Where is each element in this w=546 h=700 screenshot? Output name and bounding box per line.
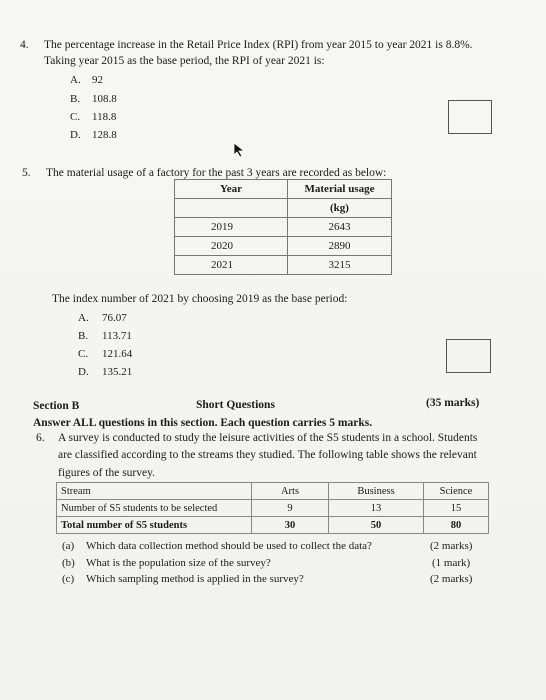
- table-header-row: [175, 180, 392, 199]
- section-b-subtitle: Short Questions: [196, 399, 275, 411]
- q6-part-c-text: Which sampling method is applied in the survey?: [86, 573, 304, 585]
- table-row: [57, 517, 489, 534]
- header-business: Business: [329, 483, 424, 500]
- q6-part-a-text: Which data collection method should be used to collect the data?: [86, 540, 372, 552]
- q6-line3: figures of the survey.: [58, 467, 155, 479]
- section-b-marks: (35 marks): [426, 397, 480, 409]
- row-label: Total number of S5 students: [57, 517, 252, 534]
- q4-number: 4.: [20, 39, 29, 51]
- arts-cell: 9: [252, 500, 329, 517]
- table-row: [175, 218, 392, 237]
- q5-option-d-letter: D.: [78, 366, 89, 378]
- science-cell: 80: [424, 517, 489, 534]
- q6-line1: A survey is conducted to study the leisure activities of the S5 students in a school. Students: [58, 432, 478, 444]
- q5-line1: The material usage of a factory for the past 3 years are recorded as below:: [46, 167, 387, 179]
- q4-option-c-text: 118.8: [92, 111, 117, 123]
- q5-line2: The index number of 2021 by choosing 2019 as the base period:: [52, 293, 348, 305]
- q4-option-b-letter: B.: [70, 93, 81, 105]
- business-cell: 50: [329, 517, 424, 534]
- header-science: Science: [424, 483, 489, 500]
- q5-option-a-letter: A.: [78, 312, 89, 324]
- table-header-row-2: [175, 199, 392, 218]
- q5-option-c-text: 121.64: [102, 348, 133, 360]
- header-stream: Stream: [57, 483, 252, 500]
- section-b-instruction: Answer ALL questions in this section. Each question carries 5 marks.: [33, 417, 373, 429]
- section-b-title: Section B: [33, 400, 80, 412]
- col-header-year: Year: [175, 180, 288, 199]
- q5-option-b-letter: B.: [78, 330, 89, 342]
- q6-part-b-label: (b): [62, 557, 75, 569]
- q5-number: 5.: [22, 167, 31, 179]
- usage-cell: 2890: [288, 237, 392, 256]
- row-label: Number of S5 students to be selected: [57, 500, 252, 517]
- usage-cell: 3215: [288, 256, 392, 275]
- q5-answer-box[interactable]: [446, 339, 491, 373]
- q4-option-b-text: 108.8: [92, 93, 117, 105]
- q6-part-b-marks: (1 mark): [432, 557, 471, 569]
- q6-part-a-label: (a): [62, 540, 75, 552]
- q4-option-a-text: 92: [92, 74, 103, 86]
- blank-cell: [175, 199, 288, 218]
- table-header-row: [57, 483, 489, 500]
- q4-line2: Taking year 2015 as the base period, the RPI of year 2021 is:: [44, 55, 325, 67]
- q6-part-c-marks: (2 marks): [430, 573, 473, 585]
- q4-option-d-text: 128.8: [92, 129, 117, 141]
- table-row: [175, 237, 392, 256]
- arts-cell: 30: [252, 517, 329, 534]
- q6-part-c-label: (c): [62, 573, 75, 585]
- q5-option-a-text: 76.07: [102, 312, 127, 324]
- q4-line1: The percentage increase in the Retail Price Index (RPI) from year 2015 to year 2021 is 8.8%.: [44, 39, 473, 51]
- year-cell: 2020: [175, 237, 288, 256]
- table-row: [175, 256, 392, 275]
- q4-option-a-letter: A.: [70, 74, 81, 86]
- col-header-unit: (kg): [288, 199, 392, 218]
- q6-line2: are classified according to the streams they studied. The following table shows the relevant: [58, 449, 477, 461]
- usage-cell: 2643: [288, 218, 392, 237]
- year-cell: 2021: [175, 256, 288, 275]
- q4-option-c-letter: C.: [70, 111, 81, 123]
- q5-option-b-text: 113.71: [102, 330, 132, 342]
- table-row: [57, 500, 489, 517]
- q4-option-d-letter: D.: [70, 129, 81, 141]
- q5-option-c-letter: C.: [78, 348, 89, 360]
- q6-part-a-marks: (2 marks): [430, 540, 473, 552]
- q4-answer-box[interactable]: [448, 100, 492, 134]
- q5-option-d-text: 135.21: [102, 366, 133, 378]
- header-arts: Arts: [252, 483, 329, 500]
- survey-table: [56, 482, 489, 534]
- col-header-material-usage: Material usage: [288, 180, 392, 199]
- year-cell: 2019: [175, 218, 288, 237]
- business-cell: 13: [329, 500, 424, 517]
- q6-part-b-text: What is the population size of the survey?: [86, 557, 271, 569]
- science-cell: 15: [424, 500, 489, 517]
- q6-number: 6.: [36, 432, 45, 444]
- mouse-pointer-icon: [233, 142, 247, 158]
- material-usage-table: [174, 179, 392, 275]
